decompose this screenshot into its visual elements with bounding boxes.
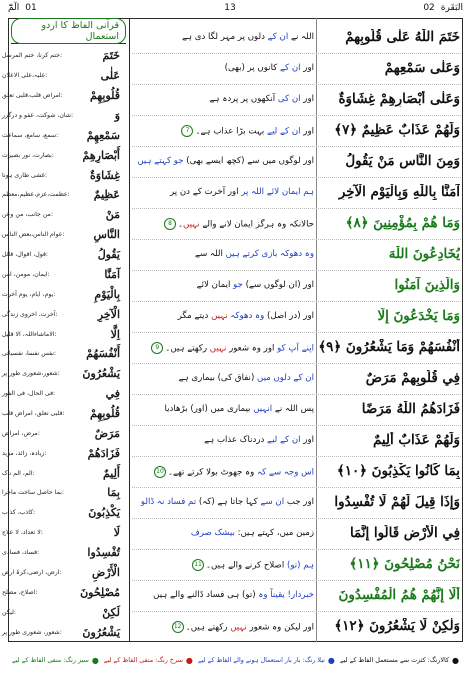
- translation-segment: (تو): [239, 589, 259, 600]
- glossary-word: يَشْعُرُونَ: [82, 625, 120, 639]
- translation-segment: اور جب: [284, 496, 314, 507]
- row-separator: [132, 53, 461, 54]
- row-separator: [132, 270, 461, 271]
- glossary-row: [2, 622, 120, 642]
- glossary-row: [2, 145, 120, 165]
- legend-label: کالارنگ: کثرت سے مستعمل الفاظ کے لیے: [339, 656, 450, 664]
- glossary-word: أَبْصَارِهِمْ: [82, 148, 120, 162]
- glossary-word: قُلُوبِهِمْ: [89, 89, 120, 103]
- translation-segment: اور لیکن وہ شعور: [246, 622, 314, 632]
- glossary-row: [2, 384, 120, 404]
- glossary-word: يَقُولُ: [97, 248, 120, 262]
- glossary-row: [2, 66, 120, 86]
- row-separator: [132, 177, 461, 178]
- glossary-title: [11, 18, 126, 44]
- glossary-title-text: قرآنی الفاظ کا اردو استعمال: [11, 18, 126, 44]
- glossary-meaning: :علیہ،علی الاعلان: [2, 72, 48, 80]
- glossary-meaning: :غشی طاری ہونا: [2, 171, 48, 179]
- translation-segment: جو: [230, 279, 246, 290]
- translation-row: [132, 590, 314, 600]
- glossary-meaning: :فی الحال، فی الفور: [2, 390, 56, 398]
- arabic-verse-line: وَمَا يَخْدَعُونَ إِلَّا: [377, 307, 460, 324]
- verse-number-marker: 11: [192, 559, 204, 571]
- glossary-word: تُفْسِدُوا: [87, 546, 120, 560]
- translation-row: [132, 218, 314, 230]
- legend-item: [340, 656, 459, 665]
- translation-segment: ۔: [178, 219, 184, 229]
- glossary-meaning: :کاذب، کذاب: [2, 509, 36, 517]
- bullet-dot-icon: ●: [327, 655, 335, 665]
- glossary-meaning: :لا تعداد، لا علاج: [2, 529, 43, 537]
- translation-segment: ان کے: [267, 31, 289, 42]
- arabic-verse-line: وَلٰكِنْ لَا يَشْعُرُونَ ﴿١٢﴾: [334, 617, 460, 634]
- translation-segment: اور وہ شعور: [226, 343, 278, 353]
- glossary-row: [2, 86, 120, 106]
- row-separator: [132, 332, 461, 333]
- glossary-word: مَنْ: [105, 208, 120, 222]
- glossary-row: [2, 523, 120, 543]
- translation-segment: دلوں پر مہر لگا دی ہے: [181, 31, 268, 42]
- legend-label: نیلا رنگ: بار بار استعمال ہونے والے الفاظ کے لیے: [197, 656, 325, 664]
- arabic-verse-line: وَمِنَ النَّاسِ مَنْ يَقُولُ: [345, 152, 460, 169]
- glossary-row: [2, 46, 120, 66]
- translation-segment: (کچھ ایسے بھی): [186, 155, 245, 166]
- glossary-row: [2, 185, 120, 205]
- row-separator: [132, 301, 461, 302]
- glossary-word: الْآخِرِ: [97, 307, 120, 321]
- translation-segment: تم فساد نہ ڈالو: [140, 496, 199, 507]
- translation-segment: وہ جھوٹ بولا کرتے تھے۔: [167, 467, 258, 477]
- translation-row: [132, 249, 314, 259]
- glossary-meaning: :عوام الناس،بعض الناس: [2, 231, 65, 239]
- row-separator: [132, 487, 461, 488]
- translation-segment: اور: [300, 126, 314, 136]
- row-separator: [132, 363, 461, 364]
- header-right: [423, 3, 463, 13]
- translation-row: [132, 404, 314, 414]
- translation-row: [132, 373, 314, 383]
- translation-segment: اصلاح کرنے والے ہیں۔: [206, 560, 287, 570]
- glossary-row: [2, 265, 120, 285]
- glossary-word: فِي: [105, 387, 120, 401]
- arabic-verse-line: وَمَا هُمْ بِمُؤْمِنِينَ ﴿٨﴾: [345, 214, 460, 231]
- glossary-row: [2, 245, 120, 265]
- verse-number-marker: 8: [164, 218, 176, 230]
- row-separator: [132, 425, 461, 426]
- translation-segment: نہیں: [183, 219, 200, 229]
- translation-segment: زمین میں، کہتے ہیں:: [234, 527, 314, 538]
- glossary-meaning: :مرض، امراض: [2, 429, 40, 437]
- glossary-word: خَتَمَ: [102, 49, 120, 63]
- glossary-meaning: :امراض قلب،قلبی تعلق: [2, 92, 63, 100]
- translation-row: [132, 435, 314, 445]
- row-separator: [132, 239, 461, 240]
- glossary-row: [2, 106, 120, 126]
- translation-segment: (اور) بڑھادیا: [164, 403, 208, 414]
- row-separator: [132, 456, 461, 457]
- translation-segment: (ان لوگوں سے): [245, 279, 301, 290]
- glossary-word: بِمَا: [107, 486, 120, 500]
- row-separator: [132, 580, 461, 581]
- glossary-row: [2, 503, 120, 523]
- translation-row: [132, 311, 314, 321]
- translation-segment: اللہ سے: [195, 248, 226, 259]
- translation-row: [132, 621, 314, 633]
- translation-segment: اور: [300, 62, 314, 73]
- translation-segment: ان سے: [260, 496, 285, 507]
- glossary-meaning: :الاماشاءاللہ، الا قلیل: [2, 330, 57, 338]
- arabic-verse-line: بِمَا كَانُوا يَكْذِبُونَ ﴿١٠﴾: [336, 462, 460, 479]
- row-separator: [132, 394, 461, 395]
- legend-item: [12, 656, 99, 665]
- juz-number: 01: [25, 3, 37, 13]
- glossary-meaning: :اصلاح، مصلح: [2, 588, 38, 596]
- translation-row: [132, 559, 314, 571]
- translation-segment: ان کے: [280, 62, 301, 73]
- glossary-row: [2, 304, 120, 324]
- glossary-row: [2, 284, 120, 304]
- glossary-word: عَلٰى: [100, 69, 120, 83]
- glossary-meaning: :بما حاصل ساخت ماجرا: [2, 489, 64, 497]
- translation-segment: اللہ نے: [288, 31, 314, 42]
- glossary-word: اِلَّا: [110, 327, 120, 341]
- row-separator: [132, 115, 461, 116]
- glossary-word: يَكْذِبُونَ: [88, 506, 120, 520]
- glossary-meaning: :قلبی تعلق، امراض قلب: [2, 410, 65, 418]
- translation-segment: پس اللہ نے: [272, 403, 314, 414]
- glossary-word: غِشَاوَةٌ: [90, 168, 120, 182]
- translation-segment: (در اصل): [266, 310, 301, 321]
- legend-label: سبز رنگ: منفی الفاظ کے لیے: [12, 656, 89, 664]
- translation-segment: ہی فساد ڈالنے والے ہیں: [153, 589, 240, 600]
- arabic-verse-line: خَتَمَ اللّٰهُ عَلٰى قُلُوبِهِمْ: [345, 28, 460, 45]
- translation-segment: حالانکہ وہ ہرگز ایمان لانے والے: [199, 219, 314, 229]
- glossary-word: النَّاسِ: [93, 228, 120, 242]
- translation-segment: اس وجہ سے کہ: [257, 467, 314, 477]
- glossary-meaning: :ایمان، مومن، امن: [2, 270, 50, 278]
- row-separator: [132, 549, 461, 550]
- glossary-word: وَ: [114, 109, 120, 123]
- translation-segment: اور: [300, 93, 314, 104]
- verse-number-marker: 7: [181, 125, 193, 137]
- arabic-verse-line: أَلَا إِنَّهُمْ هُمُ الْمُفْسِدُونَ: [338, 586, 460, 603]
- glossary-word: مَرَضٌ: [94, 426, 120, 440]
- glossary-meaning: :زیادہ، زائد، مزید: [2, 449, 47, 457]
- translation-segment: اور آخرت کے دن پر: [170, 186, 242, 197]
- row-separator: [132, 146, 461, 147]
- arabic-verse-line: وَإِذَا قِيلَ لَهُمْ لَا تُفْسِدُوا: [334, 493, 460, 510]
- verse-number-marker: 9: [151, 342, 163, 354]
- color-legend: [8, 645, 463, 675]
- glossary-word: لَكِنْ: [102, 605, 120, 619]
- translation-segment: رکھتے ہیں۔: [185, 622, 231, 632]
- translation-segment: (بھی): [224, 62, 245, 73]
- glossary-word: قُلُوبِهِمْ: [89, 407, 120, 421]
- glossary-meaning: :آخرت، اخروی زندگی: [2, 310, 58, 318]
- glossary-row: [2, 225, 120, 245]
- header-left: [8, 3, 37, 13]
- glossary-meaning: :عظمت،عزم،عظیم،معظم: [2, 191, 70, 199]
- page-header: [0, 0, 471, 16]
- glossary-meaning: :بصارت، نور بصیرت: [2, 151, 54, 159]
- translation-segment: بیماری میں: [207, 403, 254, 414]
- translation-row: [132, 156, 314, 166]
- translation-segment: اور: [300, 434, 314, 445]
- surah-number: 02: [423, 3, 435, 13]
- glossary-meaning: :من جانب، من وعن: [2, 211, 53, 219]
- translation-segment: ہم (تو): [286, 560, 314, 570]
- bullet-dot-icon: ●: [452, 655, 459, 665]
- translation-segment: دیتے مگر: [177, 310, 212, 321]
- glossary-row: [2, 364, 120, 384]
- glossary-word: الْأَرْضِ: [92, 565, 120, 579]
- glossary-row: [2, 582, 120, 602]
- arabic-verse-line: وَالَّذِينَ آمَنُوا: [394, 276, 460, 293]
- translation-segment: انہیں: [253, 403, 273, 414]
- glossary-meaning: :قول، اقوال، قائل: [2, 251, 49, 259]
- juz-label: الٓمّٓ: [8, 3, 20, 13]
- legend-label: سرخ رنگ: منفی الفاظ کے لیے: [103, 656, 183, 664]
- arabic-verse-line: نَحْنُ مُصْلِحُونَ ﴿١١﴾: [349, 555, 460, 572]
- translation-row: [132, 125, 314, 137]
- verse-number-marker: 10: [154, 466, 166, 478]
- arabic-verse-line: فِي قُلُوبِهِمْ مَرَضٌ: [365, 369, 460, 386]
- glossary-word: لَا: [113, 526, 120, 540]
- glossary-row: [2, 205, 120, 225]
- translation-segment: بیشک صرف: [190, 527, 235, 538]
- translation-segment: ان کے لیے: [267, 126, 301, 136]
- glossary-row: [2, 563, 120, 583]
- row-separator: [132, 208, 461, 209]
- translation-segment: خبردار! یقیناً وہ: [258, 589, 314, 600]
- glossary-row: [2, 324, 120, 344]
- row-separator: [132, 518, 461, 519]
- bullet-dot-icon: ●: [91, 655, 99, 665]
- arabic-verse-line: أَنْفُسَهُمْ وَمَا يَشْعُرُونَ ﴿٩﴾: [318, 338, 460, 355]
- verse-number-marker: 12: [172, 621, 184, 633]
- glossary-row: [2, 125, 120, 145]
- glossary-row: [2, 404, 120, 424]
- glossary-word: آمَنَّا: [104, 267, 120, 281]
- translation-segment: نہیں: [230, 622, 247, 632]
- translation-segment: ان کی: [277, 93, 301, 104]
- bullet-dot-icon: ●: [185, 655, 193, 665]
- glossary-word: عَظِيمٌ: [93, 188, 120, 202]
- glossary-meaning: :شان، شوکت، عفو و درگزر: [2, 112, 74, 120]
- glossary-row: [2, 602, 120, 622]
- translation-segment: اور: [300, 279, 314, 290]
- translation-segment: دردناک عذاب ہے: [204, 434, 268, 445]
- glossary-meaning: :شعور، شعوری طور پر: [2, 628, 62, 636]
- translation-segment: جو کہتے ہیں: [137, 155, 187, 166]
- glossary-row: [2, 443, 120, 463]
- surah-name: البَقَرة: [440, 3, 463, 13]
- translation-row: [132, 342, 314, 354]
- translation-segment: ایمان لائے: [196, 279, 231, 290]
- translation-segment: اور لوگوں میں سے: [244, 155, 314, 166]
- glossary-row: [2, 463, 120, 483]
- arabic-verse-line: وَلَهُمْ عَذَابٌ أَلِيمٌ: [372, 431, 460, 448]
- arabic-verse-line: وَعَلٰى سَمْعِهِمْ: [384, 59, 460, 76]
- glossary-meaning: :یوم، ایام، یوم آخرت: [2, 290, 56, 298]
- translation-row: [132, 497, 314, 507]
- translation-row: [132, 280, 314, 290]
- translation-segment: وہ دھوکہ بازی کرتے ہیں: [225, 248, 314, 259]
- glossary-meaning: :فساد، فسادی: [2, 549, 40, 557]
- translation-row: [132, 187, 314, 197]
- glossary-word: سَمْعِهِمْ: [86, 128, 120, 142]
- translation-segment: (کہ): [198, 496, 215, 507]
- legend-item: [198, 656, 335, 665]
- arabic-verse-line: وَلَهُمْ عَذَابٌ عَظِيمٌ ﴿٧﴾: [334, 121, 460, 138]
- translation-segment: ان کے دلوں میں: [257, 372, 314, 383]
- translation-segment: کانوں پر: [244, 62, 281, 73]
- translation-segment: رکھتے ہیں۔: [165, 343, 210, 353]
- arabic-verse-line: وَعَلٰى أَبْصَارِهِمْ غِشَاوَةٌ: [338, 90, 460, 107]
- arabic-verse-line: آمَنَّا بِاللّٰهِ وَبِالْيَوْمِ الْآخِرِ: [338, 183, 460, 200]
- arabic-verse-line: فَزَادَهُمُ اللّٰهُ مَرَضًا: [361, 400, 460, 417]
- glossary-meaning: :نفس نفسا، نفسیاتی: [2, 350, 57, 358]
- row-separator: [132, 84, 461, 85]
- translation-segment: ان کے لیے: [267, 434, 301, 445]
- glossary-word: فَزَادَهُمْ: [87, 446, 120, 460]
- glossary-row: [2, 165, 120, 185]
- translation-row: [132, 94, 314, 104]
- glossary-meaning: :ختم کرنا، ختم المرسل: [2, 52, 63, 60]
- glossary-meaning: :ارض، ارضی،کرۂ ارض: [2, 568, 62, 576]
- glossary-row: [2, 483, 120, 503]
- glossary-word: مُصْلِحُونَ: [80, 585, 120, 599]
- glossary-word: أَنْفُسَهُمْ: [86, 347, 120, 361]
- translation-segment: اپنے آپ کو: [277, 343, 314, 353]
- translation-row: [132, 466, 314, 478]
- translation-segment: (نفاق کی) بیماری ہے: [178, 372, 258, 383]
- translation-segment: کہا جاتا ہے: [214, 496, 261, 507]
- glossary-word: أَلِيمٌ: [102, 466, 120, 480]
- glossary-meaning: :شعور،شعوری طور پر: [2, 370, 60, 378]
- page-number: 13: [224, 3, 236, 13]
- translation-row: [132, 528, 314, 538]
- translation-row: [132, 32, 314, 42]
- translation-segment: اور: [300, 310, 314, 321]
- translation-segment: ہم ایمان لائے اللہ پر: [241, 186, 314, 197]
- translation-segment: بہت بڑا عذاب ہے۔: [195, 126, 268, 136]
- glossary-meaning: :الم، الم ناک: [2, 469, 35, 477]
- glossary-word: بِالْيَوْمِ: [94, 287, 120, 301]
- translation-segment: وہ دھوکہ: [227, 310, 267, 321]
- legend-item: [104, 656, 193, 665]
- glossary-word: يَشْعُرُونَ: [82, 367, 120, 381]
- translation-segment: نہیں: [211, 310, 228, 321]
- translation-segment: آنکھوں پر پردہ ہے: [209, 93, 278, 104]
- glossary-meaning: :سمع، سامع، سماعت: [2, 131, 59, 139]
- glossary-row: [2, 423, 120, 443]
- arabic-verse-line: يُخَادِعُونَ اللّٰهَ: [388, 245, 460, 262]
- row-separator: [132, 611, 461, 612]
- glossary-row: [2, 543, 120, 563]
- translation-segment: نہیں: [209, 343, 227, 353]
- glossary-row: [2, 344, 120, 364]
- translation-row: [132, 63, 314, 73]
- arabic-verse-line: فِي الْأَرْضِ قَالُوا إِنَّمَا: [349, 524, 460, 541]
- glossary-meaning: :لیکن: [2, 608, 16, 616]
